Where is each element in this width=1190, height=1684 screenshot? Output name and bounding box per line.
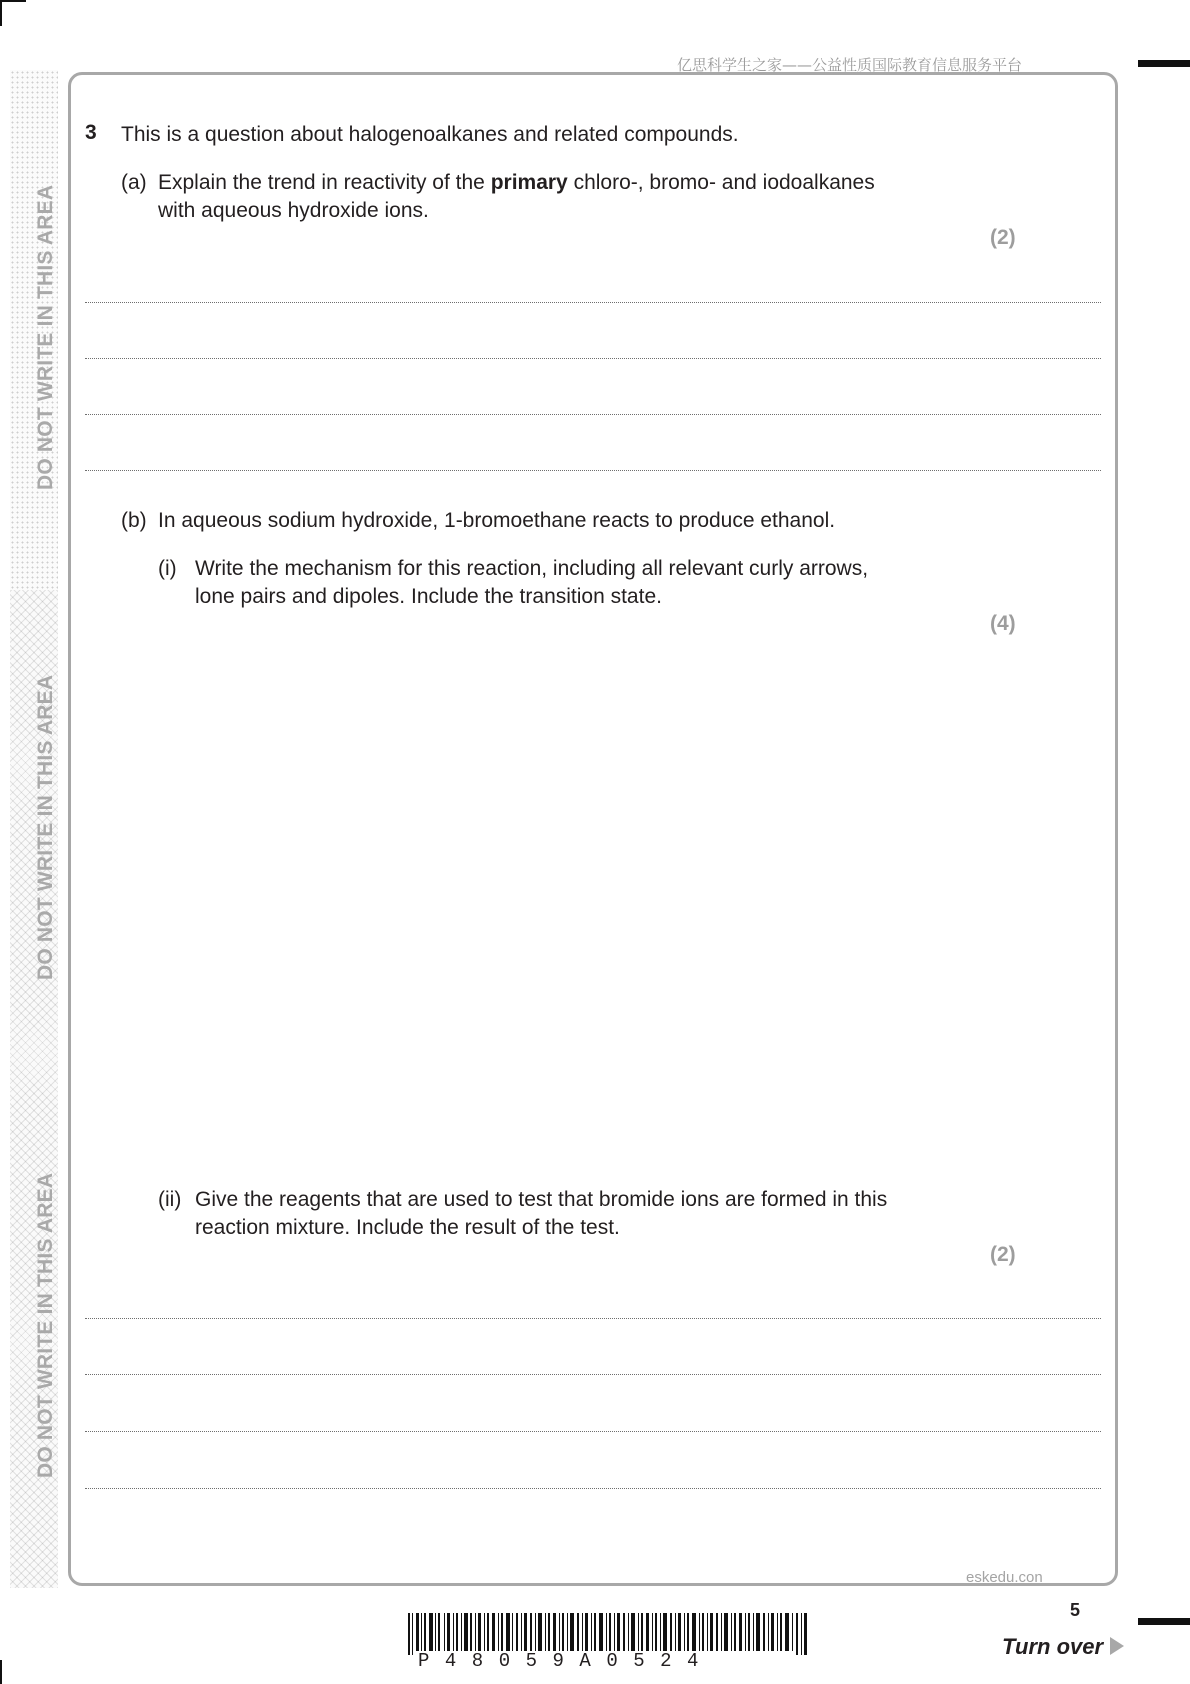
part-a-line1-bold: primary <box>490 171 568 194</box>
margin-warning-1: DO NOT WRITE IN THIS AREA <box>34 184 57 490</box>
part-b-i-line2: lone pairs and dipoles. Include the transition state. <box>195 585 662 608</box>
part-b-label: (b) <box>121 509 147 532</box>
watermark-top: 亿思科学生之家——公益性质国际教育信息服务平台 <box>677 56 1023 74</box>
edge-bar-bottom <box>1138 1618 1190 1625</box>
part-b-ii-line2: reaction mixture. Include the result of the test. <box>195 1216 620 1239</box>
part-b-ii-line1: Give the reagents that are used to test that bromide ions are formed in this <box>195 1188 888 1211</box>
page-number: 5 <box>1070 1600 1081 1620</box>
registration-mark-top-h <box>0 0 26 2</box>
registration-mark-bottom <box>0 1660 2 1684</box>
answer-line-b1[interactable] <box>85 1318 1101 1319</box>
turn-over-text: Turn over <box>1002 1634 1104 1659</box>
part-a-line1 <box>158 169 875 197</box>
answer-line-a2[interactable] <box>85 358 1101 359</box>
question-number: 3 <box>85 121 97 144</box>
part-a-marks: (2) <box>990 226 1016 249</box>
registration-mark-top <box>0 0 2 26</box>
answer-line-a3[interactable] <box>85 414 1101 415</box>
part-b-ii-label: (ii) <box>158 1188 182 1211</box>
barcode <box>408 1613 808 1655</box>
turn-over-arrow-icon <box>1110 1637 1124 1655</box>
mechanism-answer-space[interactable] <box>85 650 1101 1170</box>
margin-warning-3: DO NOT WRITE IN THIS AREA <box>34 1172 57 1478</box>
answer-line-b3[interactable] <box>85 1431 1101 1432</box>
part-b-i-label: (i) <box>158 557 177 580</box>
answer-line-b2[interactable] <box>85 1374 1101 1375</box>
footer-site: eskedu.con <box>966 1569 1043 1586</box>
barcode-text: P48059A0524 <box>418 1650 714 1672</box>
answer-line-a4[interactable] <box>85 470 1101 471</box>
answer-line-a1[interactable] <box>85 302 1101 303</box>
answer-line-b4[interactable] <box>85 1488 1101 1489</box>
part-a-line1-pre: Explain the trend in reactivity of the <box>158 171 491 194</box>
part-a-line1-post: chloro-, bromo- and iodoalkanes <box>567 171 875 194</box>
part-a-line2: with aqueous hydroxide ions. <box>158 199 429 222</box>
part-b-ii-marks: (2) <box>990 1243 1016 1266</box>
question-stem: This is a question about halogenoalkanes and related compounds. <box>121 123 739 146</box>
part-b-i-line1: Write the mechanism for this reaction, including all relevant curly arrows, <box>195 557 869 580</box>
part-a-label: (a) <box>121 171 147 194</box>
part-b-text: In aqueous sodium hydroxide, 1-bromoethane reacts to produce ethanol. <box>158 509 836 532</box>
part-b-i-marks: (4) <box>990 612 1016 635</box>
margin-warning-2: DO NOT WRITE IN THIS AREA <box>34 674 57 980</box>
edge-bar-top <box>1138 60 1190 67</box>
